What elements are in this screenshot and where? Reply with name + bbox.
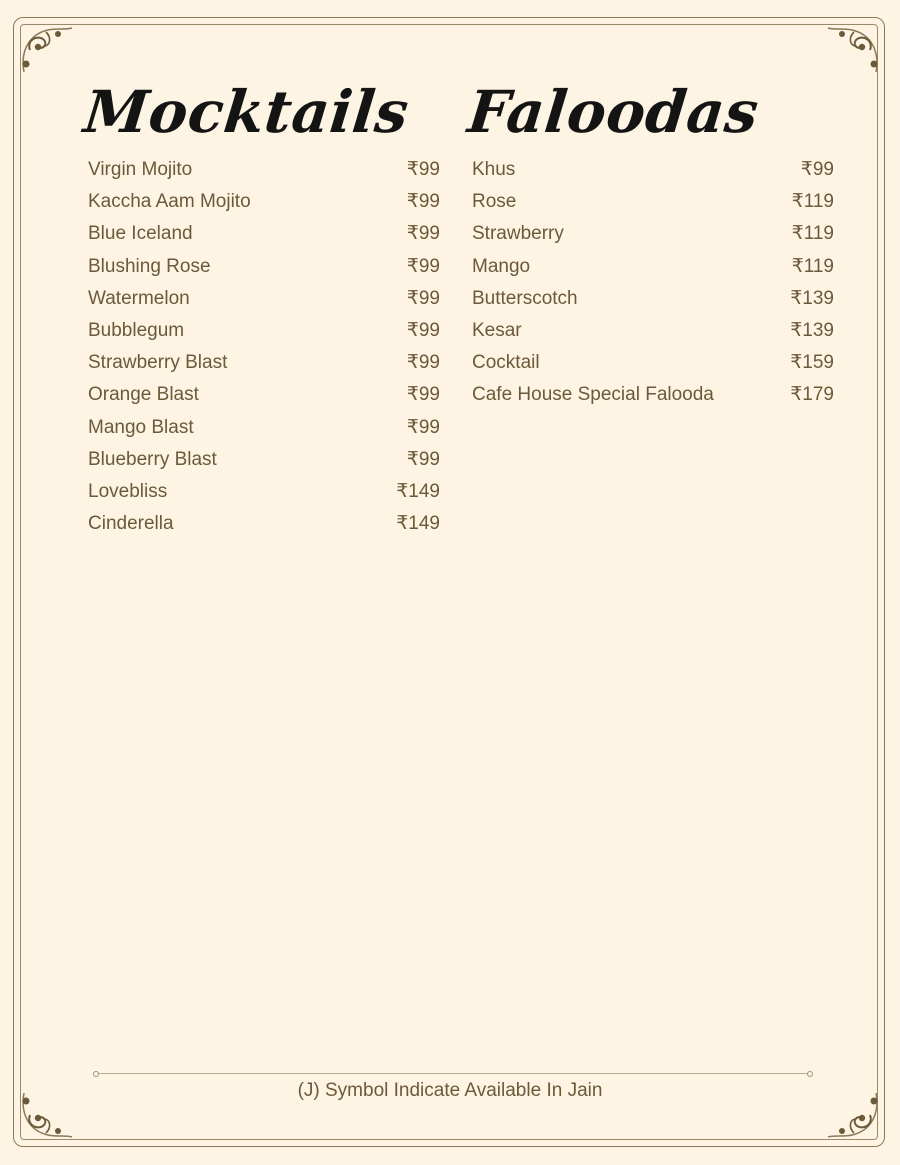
menu-item <box>88 379 440 411</box>
item-price: ₹179 <box>790 384 834 406</box>
item-name: Khus <box>472 159 516 180</box>
menu-item <box>88 444 440 476</box>
menu-item <box>472 186 834 218</box>
item-name: Strawberry Blast <box>88 352 228 374</box>
menu-item <box>88 315 440 347</box>
item-name: Rose <box>472 191 517 213</box>
item-price: ₹99 <box>406 319 440 341</box>
item-name: Kesar <box>472 319 522 341</box>
item-price: ₹99 <box>406 448 440 470</box>
item-price: ₹149 <box>396 480 440 502</box>
menu-item <box>472 379 834 411</box>
item-name: Butterscotch <box>472 287 578 309</box>
item-price: ₹119 <box>791 191 834 213</box>
menu-item <box>472 283 834 315</box>
item-name: Cafe House Special Falooda <box>472 384 714 406</box>
menu-item <box>472 218 834 250</box>
item-price: ₹159 <box>790 352 834 374</box>
item-price: ₹99 <box>406 159 440 180</box>
item-price: ₹119 <box>791 255 834 277</box>
menu-item <box>472 315 834 347</box>
footer-note: (J) Symbol Indicate Available In Jain <box>297 1080 603 1101</box>
item-name: Bubblegum <box>88 319 185 341</box>
mocktails-section <box>78 70 440 556</box>
item-price: ₹99 <box>800 159 834 180</box>
item-name: Kaccha Aam Mojito <box>88 191 251 213</box>
item-name: Virgin Mojito <box>88 159 193 180</box>
menu-item <box>472 251 834 283</box>
item-price: ₹99 <box>406 223 440 245</box>
menu-item <box>88 251 440 283</box>
item-price: ₹99 <box>406 352 440 374</box>
item-price: ₹99 <box>406 384 440 406</box>
item-price: ₹99 <box>406 255 440 277</box>
corner-flourish-icon <box>16 20 76 80</box>
menu-item <box>88 412 440 444</box>
menu-item <box>88 186 440 218</box>
item-name: Cinderella <box>88 513 174 535</box>
item-price: ₹99 <box>406 287 440 309</box>
mocktails-heading: Mocktails <box>80 78 412 146</box>
item-name: Watermelon <box>88 287 190 309</box>
mocktails-list <box>78 154 440 540</box>
item-price: ₹139 <box>790 287 834 309</box>
faloodas-list <box>462 154 834 412</box>
item-name: Strawberry <box>472 223 564 245</box>
faloodas-heading: Faloodas <box>464 78 762 146</box>
menu-item <box>88 154 440 186</box>
item-name: Mango Blast <box>88 416 194 438</box>
menu-item <box>88 508 440 540</box>
item-price: ₹99 <box>406 191 440 213</box>
menu-item <box>88 347 440 379</box>
item-name: Cocktail <box>472 352 540 374</box>
footer-divider <box>97 1073 809 1074</box>
item-name: Orange Blast <box>88 384 199 406</box>
item-name: Blueberry Blast <box>88 448 217 470</box>
menu-item <box>88 476 440 508</box>
item-price: ₹119 <box>791 223 834 245</box>
item-name: Lovebliss <box>88 480 168 502</box>
item-name: Blushing Rose <box>88 255 211 277</box>
item-price: ₹99 <box>406 416 440 438</box>
menu-item <box>472 154 834 186</box>
menu-item <box>472 347 834 379</box>
item-price: ₹149 <box>396 513 440 535</box>
item-price: ₹139 <box>790 319 834 341</box>
item-name: Mango <box>472 255 531 277</box>
menu-item <box>88 283 440 315</box>
faloodas-section <box>462 70 834 428</box>
menu-item <box>88 218 440 250</box>
item-name: Blue Iceland <box>88 223 193 245</box>
